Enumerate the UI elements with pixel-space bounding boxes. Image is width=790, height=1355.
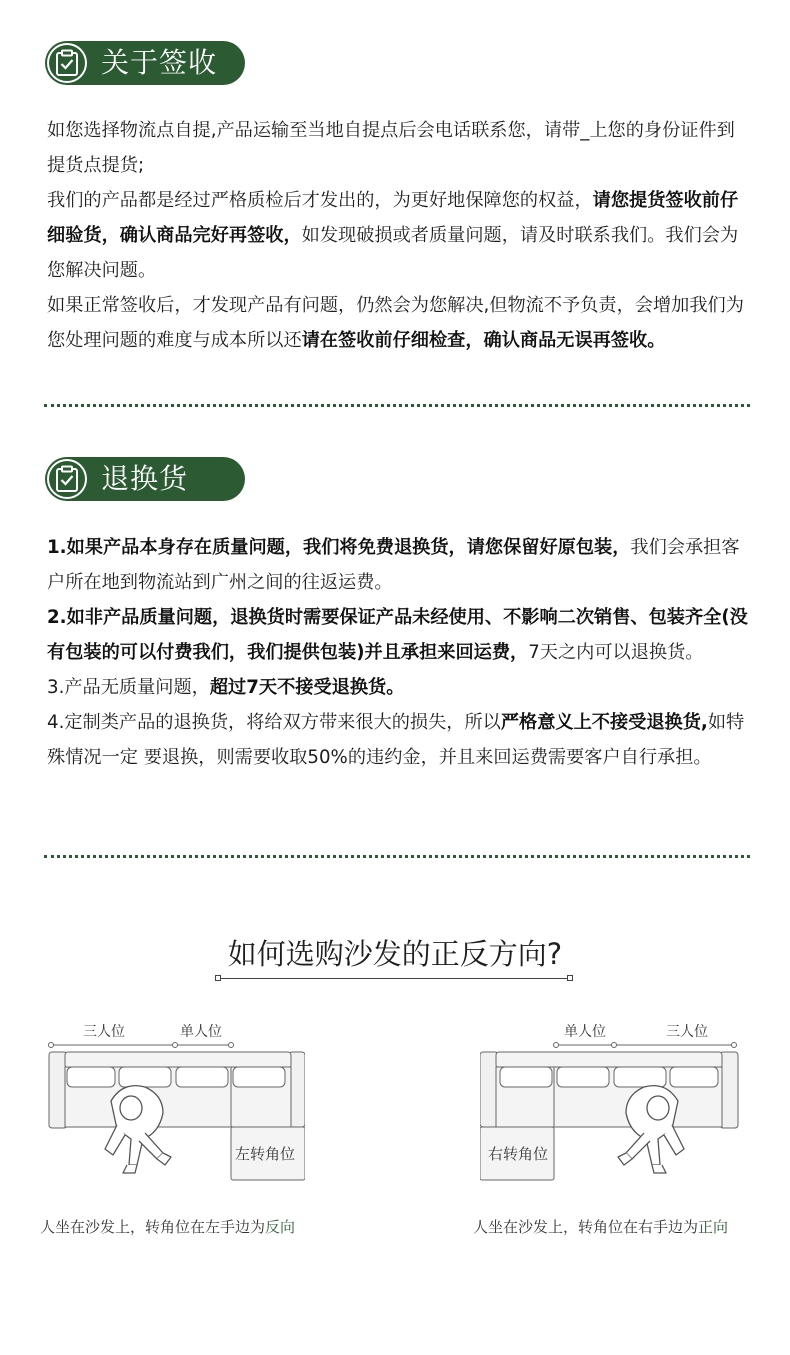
paragraph — [47, 670, 752, 705]
paragraph — [47, 530, 752, 600]
body-text: 我们会承担客户所在地到物流站到广州之间的往返运费。 — [47, 537, 740, 593]
paragraph — [47, 288, 752, 358]
body-text: 如发现破损或者质量问题，请及时联系我们。我们会为您解决问题。 — [47, 225, 739, 281]
dotted-divider — [44, 855, 750, 858]
caption-left — [40, 1216, 295, 1237]
emphasis-text: 请您提货签收前仔细验货，确认商品完好再签收， — [47, 190, 739, 246]
clipboard-check-icon — [47, 459, 87, 499]
sofa-guide-heading: 如何选购沙发的正反方向? — [227, 937, 563, 971]
underline-end — [215, 975, 221, 981]
body-text: 7天之内可以退换货。 — [528, 642, 704, 663]
caption-right — [473, 1216, 728, 1237]
emphasis-text: 2.如非产品质量问题，退换货时需要保证产品未经使用、不影响二次销售、包装齐全(没有包装的可以付费我们，我们提供包装)并且承担来回运费， — [47, 607, 748, 663]
caption-text: 人坐在沙发上，转角位在左手边为 — [40, 1218, 266, 1236]
sofa-diagram-right — [480, 1015, 740, 1190]
heading-underline — [218, 978, 570, 979]
emphasis-text: 严格意义上不接受退换货, — [500, 712, 708, 733]
emphasis-text: 请在签收前仔细检查，确认商品无误再签收。 — [301, 330, 666, 351]
label-three-seater: 三人位 — [666, 1024, 708, 1040]
caption-highlight: 反向 — [265, 1218, 296, 1236]
body-text: 如特殊情况一定 要退换，则需要收取50%的违约金，并且来回运费需要客户自行承担。 — [47, 712, 745, 768]
paragraph — [47, 113, 752, 183]
dotted-divider — [44, 404, 750, 407]
label-corner-right: 右转角位 — [488, 1145, 549, 1163]
label-corner-left: 左转角位 — [235, 1145, 296, 1163]
caption-highlight: 正向 — [698, 1218, 729, 1236]
section-title: 退换货 — [101, 462, 189, 495]
caption-text: 人坐在沙发上，转角位在右手边为 — [473, 1218, 699, 1236]
body-text: 如您选择物流点自提,产品运输至当地自提点后会电话联系您，请带_上您的身份证件到提货点提货; — [47, 120, 735, 176]
body-text: 我们的产品都是经过严格质检后才发出的，为更好地保障您的权益， — [47, 190, 593, 211]
sofa-diagram-left — [45, 1015, 305, 1190]
body-text: 3.产品无质量问题， — [47, 677, 210, 698]
underline-end — [567, 975, 573, 981]
body-text: 如果正常签收后，才发现产品有问题，仍然会为您解决,但物流不予负责，会增加我们为您处理问题的难度与成本所以还 — [47, 295, 744, 351]
label-three-seater: 三人位 — [83, 1024, 125, 1040]
label-single-seater: 单人位 — [564, 1024, 606, 1040]
body-text: 4.定制类产品的退换货，将给双方带来很大的损失，所以 — [47, 712, 501, 733]
returns-text — [47, 530, 752, 775]
section-title: 关于签收 — [101, 46, 218, 79]
emphasis-text: 1.如果产品本身存在质量问题，我们将免费退换货，请您保留好原包装， — [47, 537, 631, 558]
paragraph — [47, 183, 752, 288]
clipboard-check-icon — [47, 43, 87, 83]
paragraph — [47, 600, 752, 670]
signing-text — [47, 113, 752, 358]
paragraph — [47, 705, 752, 775]
label-single-seater: 单人位 — [180, 1024, 222, 1040]
section-badge-signing — [45, 41, 245, 85]
emphasis-text: 超过7天不接受退换货。 — [209, 677, 405, 698]
section-badge-returns — [45, 457, 245, 501]
